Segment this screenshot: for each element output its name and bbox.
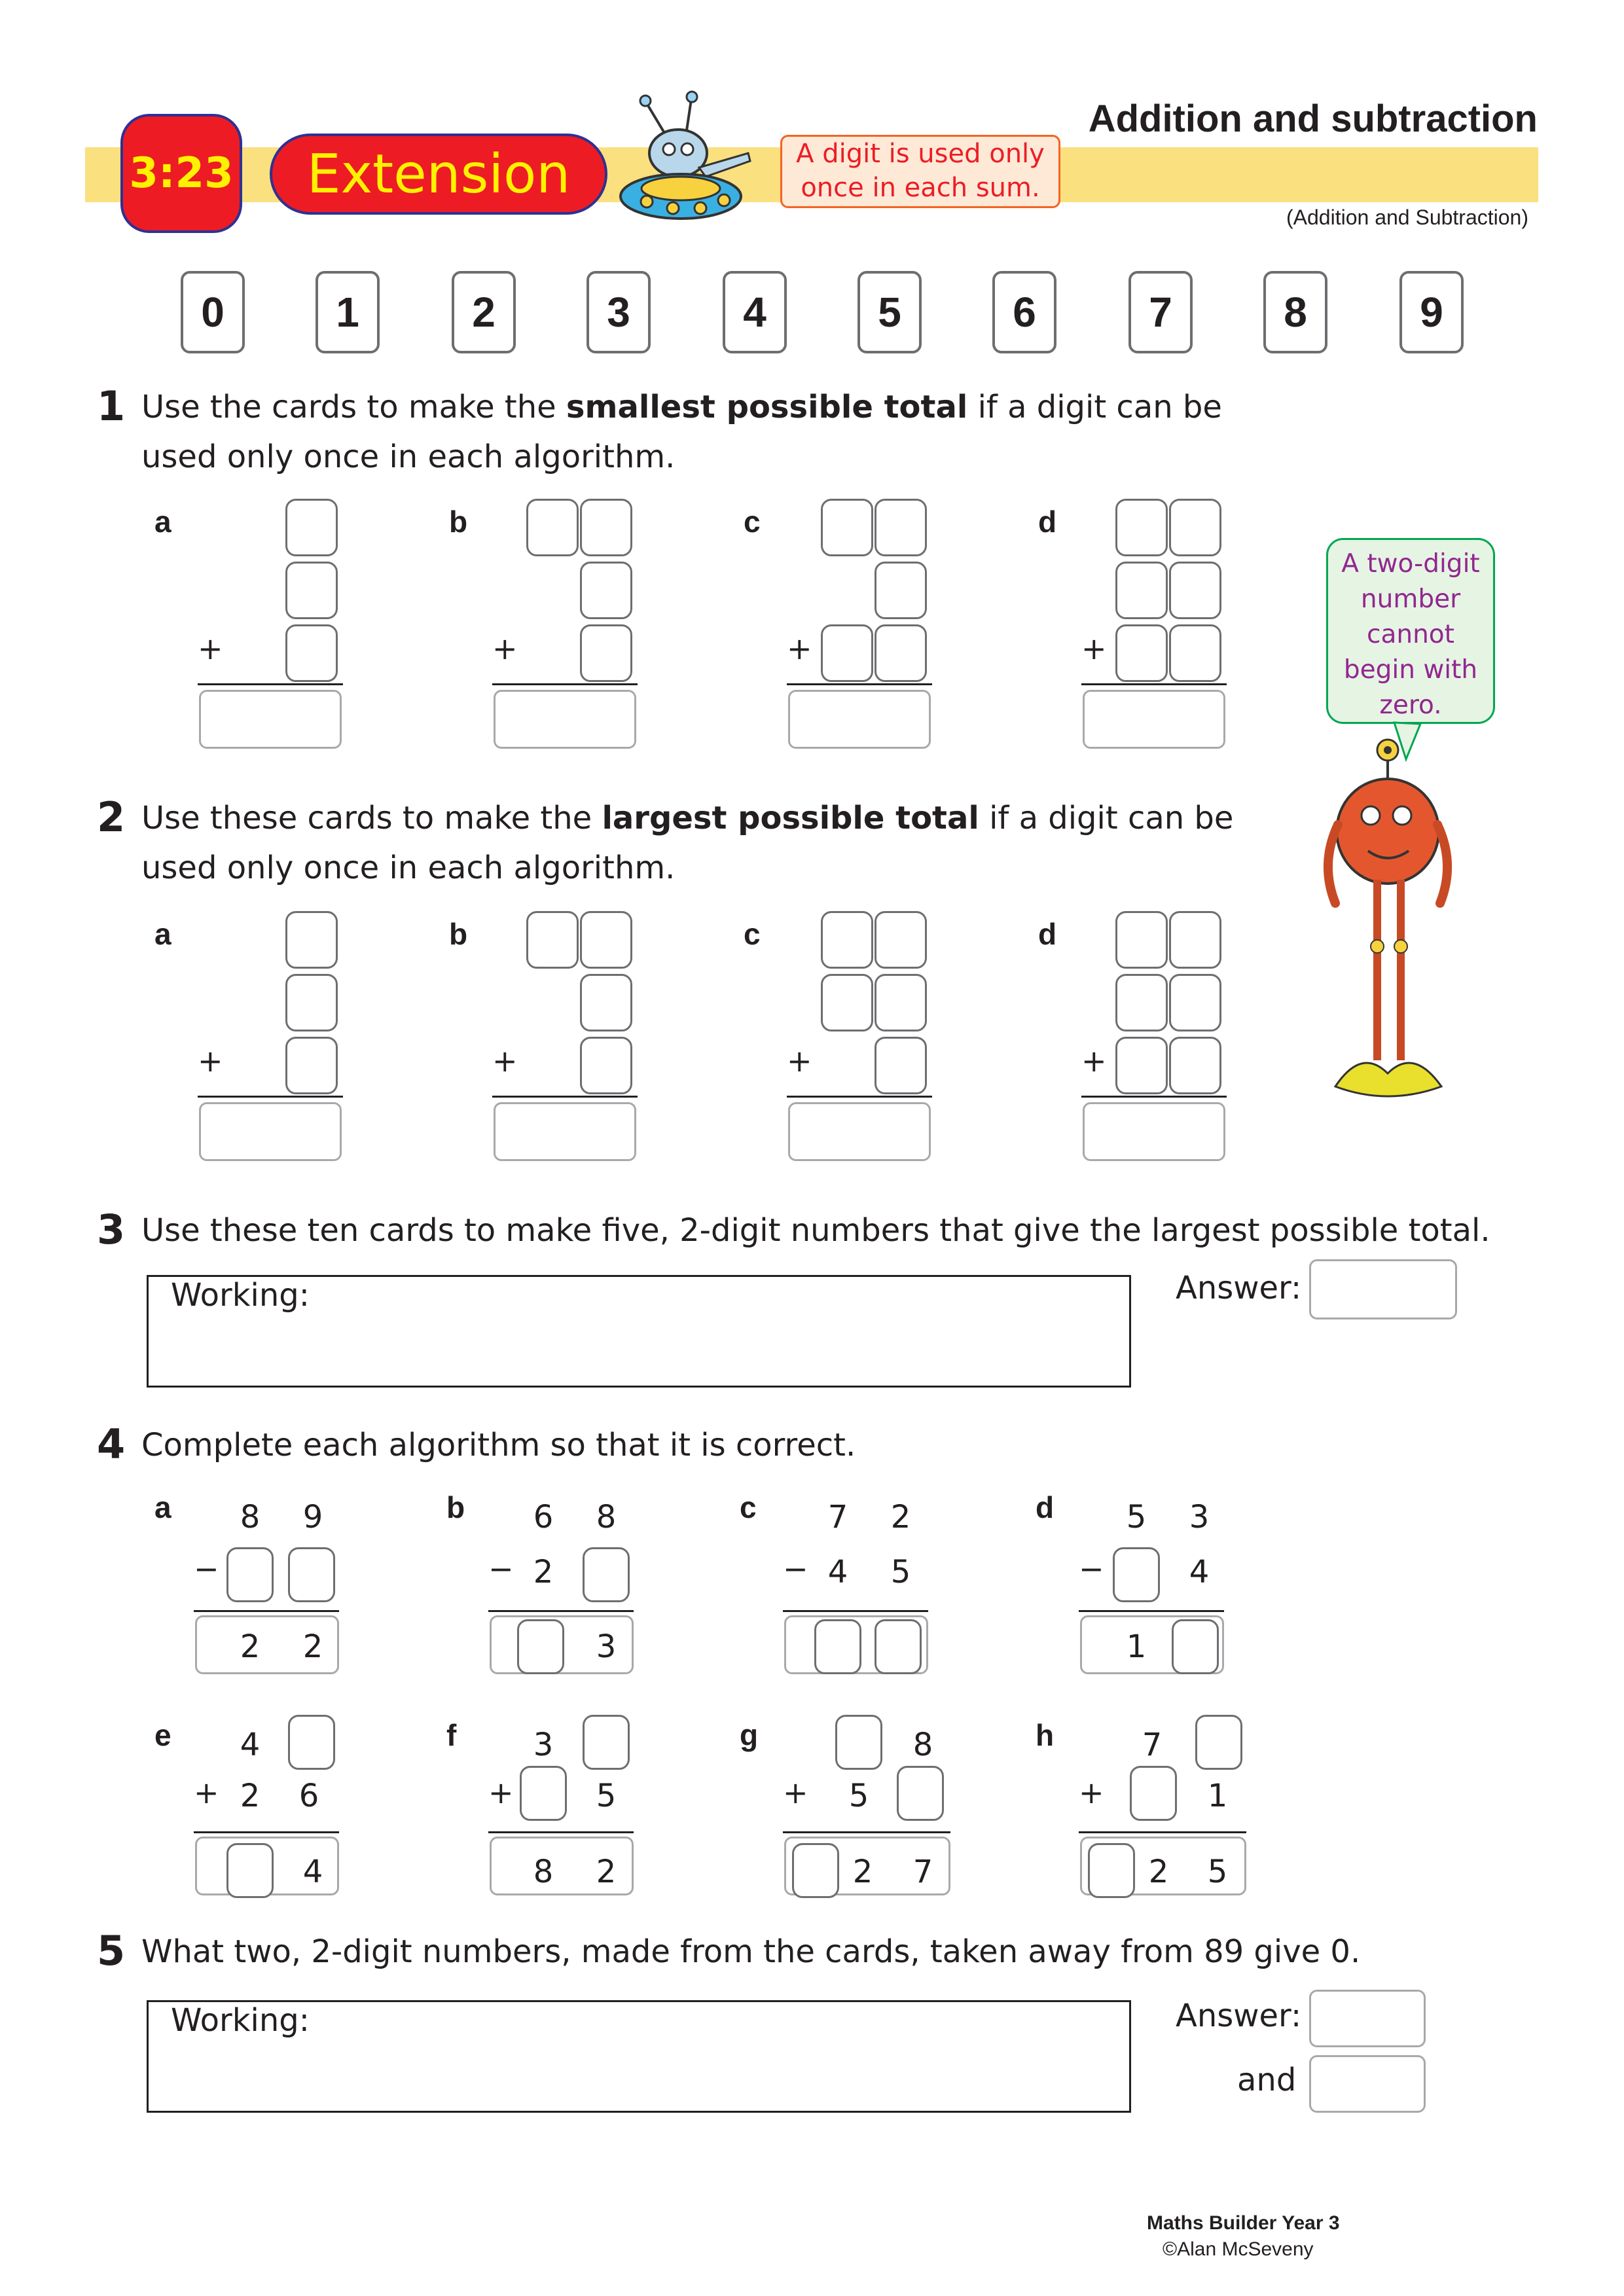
plus-operator: + [492,631,518,666]
digit-box[interactable] [1115,974,1168,1031]
answer-box[interactable] [1309,1990,1426,2047]
plus-operator: + [488,1775,514,1810]
digit-box[interactable] [1172,1619,1219,1674]
digit-box[interactable] [285,911,338,969]
digit-card: 8 [1263,271,1327,353]
digit: 1 [1126,1628,1147,1665]
answer-label: Answer: [1176,1998,1302,2034]
sum-line [194,1831,339,1833]
sum-line [1079,1610,1224,1612]
digit-box[interactable] [1169,624,1221,682]
digit: 5 [596,1778,617,1814]
monster-illustration [1322,720,1453,1113]
part-label: a [154,1490,171,1524]
working-box[interactable] [147,2000,1131,2113]
digit-box[interactable] [580,1037,632,1094]
lesson-number-badge: 3:23 [120,114,242,233]
digit-box[interactable] [875,624,927,682]
question-text: Complete each algorithm so that it is correct. [141,1427,856,1463]
total-box[interactable] [494,690,636,749]
digit-card: 4 [723,271,787,353]
digit-card: 5 [857,271,922,353]
digit-card: 1 [316,271,380,353]
working-box[interactable] [147,1275,1131,1388]
digit-box[interactable] [580,974,632,1031]
plus-operator: + [492,1043,518,1079]
digit-box[interactable] [875,499,927,556]
digit: 2 [852,1854,873,1890]
digit-box[interactable] [288,1715,335,1770]
question-number: 2 [97,793,126,841]
and-label: and [1237,2062,1297,2098]
digit: 7 [827,1499,848,1535]
part-label: e [154,1718,171,1752]
part-label: c [744,505,761,539]
digit: 5 [1207,1854,1228,1890]
digit-box[interactable] [226,1843,274,1898]
digit: 5 [1126,1499,1147,1535]
total-box[interactable] [494,1102,636,1161]
digit: 3 [533,1727,554,1763]
digit-box[interactable] [580,562,632,619]
digit-box[interactable] [288,1547,335,1602]
question-number: 3 [97,1206,126,1253]
digit: 4 [1189,1554,1210,1590]
plus-operator: + [1081,1043,1107,1079]
sum-line [198,683,343,685]
digit-box[interactable] [1169,1037,1221,1094]
part-label: b [449,917,468,951]
digit: 4 [240,1727,261,1763]
total-box[interactable] [199,690,342,749]
minus-operator: − [1079,1551,1104,1587]
digit-box[interactable] [1115,1037,1168,1094]
digit-box[interactable] [792,1843,839,1898]
digit-box[interactable] [1115,911,1168,969]
digit: 5 [890,1554,911,1590]
digit: 2 [1148,1854,1169,1890]
part-label: f [446,1718,457,1752]
working-label: Working: [171,1277,310,1314]
sum-line [492,683,638,685]
section-subtitle: (Addition and Subtraction) [1286,206,1528,229]
digit-box[interactable] [821,499,873,556]
digit: 4 [302,1854,323,1890]
part-label: h [1036,1718,1055,1752]
digit-box[interactable] [821,624,873,682]
total-box[interactable] [1083,690,1225,749]
digit-box[interactable] [226,1547,274,1602]
digit-box[interactable] [517,1619,564,1674]
sum-line [198,1096,343,1098]
digit: 8 [240,1499,261,1535]
question-number: 4 [97,1420,126,1468]
digit-box[interactable] [580,624,632,682]
digit-box[interactable] [1195,1715,1242,1770]
answer-box-2[interactable] [1309,2055,1426,2113]
minus-operator: − [488,1551,514,1587]
digit-box[interactable] [285,1037,338,1094]
section-title: Addition and subtraction [1088,98,1538,140]
digit: 4 [827,1554,848,1590]
digit: 5 [848,1778,869,1814]
digit: 2 [240,1628,261,1665]
digit-box[interactable] [875,562,927,619]
plus-operator: + [787,1043,812,1079]
digit-box[interactable] [821,974,873,1031]
digit-box[interactable] [814,1619,861,1674]
digit: 9 [302,1499,323,1535]
sum-line [787,1096,932,1098]
digit-box[interactable] [285,974,338,1031]
speech-bubble: A two-digit number cannot begin with zero. [1326,538,1495,724]
digit-box[interactable] [526,499,579,556]
digit-box[interactable] [1169,562,1221,619]
digit-box[interactable] [897,1766,944,1821]
digit-box[interactable] [1169,499,1221,556]
minus-operator: − [783,1551,808,1587]
question-text: Use the cards to make the smallest possible total if a digit can be used only once in each algorithm. [141,389,1222,475]
plus-operator: + [787,631,812,666]
digit-box[interactable] [875,974,927,1031]
total-box[interactable] [788,690,931,749]
question-number: 1 [97,382,126,430]
digit-box[interactable] [285,499,338,556]
minus-operator: − [194,1551,219,1587]
digit-box[interactable] [520,1766,567,1821]
answer-box[interactable] [1309,1259,1457,1319]
digit-box[interactable] [580,911,632,969]
tip-line-2: once in each sum. [801,173,1040,203]
digit-card: 3 [586,271,651,353]
digit: 6 [298,1778,319,1814]
alien-spaceship-illustration [607,90,778,228]
plus-operator: + [198,1043,223,1079]
sum-line [1079,1831,1246,1833]
digit-box[interactable] [1169,974,1221,1031]
digit-box[interactable] [583,1715,630,1770]
extension-badge: Extension [270,134,607,215]
question-text: Use these ten cards to make five, 2-digit numbers that give the largest possible total. [141,1212,1490,1249]
digit-card: 0 [181,271,245,353]
digit-box[interactable] [1115,562,1168,619]
total-box[interactable] [1083,1102,1225,1161]
part-label: d [1038,505,1057,539]
digit-card: 2 [452,271,516,353]
digit-card: 6 [992,271,1056,353]
tip-box [780,135,1060,208]
digit-box[interactable] [821,911,873,969]
plus-operator: + [1081,631,1107,666]
digit-box[interactable] [875,1619,922,1674]
digit-box[interactable] [875,1037,927,1094]
digit-box[interactable] [875,911,927,969]
digit-box[interactable] [1113,1547,1160,1602]
digit: 3 [1189,1499,1210,1535]
footer-copyright: ©Alan McSeveny [1163,2238,1314,2260]
digit: 2 [596,1854,617,1890]
digit: 3 [596,1628,617,1665]
question-text: What two, 2-digit numbers, made from the cards, taken away from 89 give 0. [141,1933,1361,1970]
digit-box[interactable] [526,911,579,969]
sum-line [783,1831,950,1833]
part-label: g [740,1718,759,1752]
part-label: c [744,917,761,951]
digit-box[interactable] [835,1715,882,1770]
total-box[interactable] [788,1102,931,1161]
digit-box[interactable] [1115,624,1168,682]
digit-box[interactable] [285,624,338,682]
sum-line [787,683,932,685]
question-number: 5 [97,1927,126,1975]
plus-operator: + [198,631,223,666]
part-label: b [449,505,468,539]
question-text: Use these cards to make the largest possible total if a digit can be used only once in each algorithm. [141,800,1234,886]
digit-box[interactable] [580,499,632,556]
digit: 2 [890,1499,911,1535]
digit-box[interactable] [583,1547,630,1602]
digit: 2 [302,1628,323,1665]
part-label: a [154,917,171,951]
digit: 7 [1142,1727,1163,1763]
digit: 8 [596,1499,617,1535]
working-label: Working: [171,2002,310,2039]
digit: 8 [912,1727,933,1763]
part-label: d [1038,917,1057,951]
sum-line [1081,1096,1227,1098]
digit-box[interactable] [285,562,338,619]
plus-operator: + [783,1775,808,1810]
sum-line [783,1610,928,1612]
sum-line [488,1610,634,1612]
digit-box[interactable] [1088,1843,1135,1898]
digit-box[interactable] [1169,911,1221,969]
part-label: b [446,1490,465,1524]
digit: 2 [533,1554,554,1590]
digit: 7 [912,1854,933,1890]
digit-box[interactable] [1115,499,1168,556]
part-label: a [154,505,171,539]
sum-line [492,1096,638,1098]
sum-line [194,1610,339,1612]
total-box[interactable] [199,1102,342,1161]
plus-operator: + [1079,1775,1104,1810]
footer-book: Maths Builder Year 3 [1147,2212,1340,2234]
sum-line [1081,683,1227,685]
part-label: d [1036,1490,1055,1524]
plus-operator: + [194,1775,219,1810]
part-label: c [740,1490,757,1524]
answer-label: Answer: [1176,1270,1302,1306]
digit: 2 [240,1778,261,1814]
digit: 8 [533,1854,554,1890]
tip-line-1: A digit is used only [796,139,1045,169]
digit-card: 7 [1128,271,1193,353]
digit-box[interactable] [1130,1766,1177,1821]
digit: 6 [533,1499,554,1535]
sum-line [488,1831,634,1833]
digit: 1 [1207,1778,1228,1814]
digit-card: 9 [1399,271,1464,353]
